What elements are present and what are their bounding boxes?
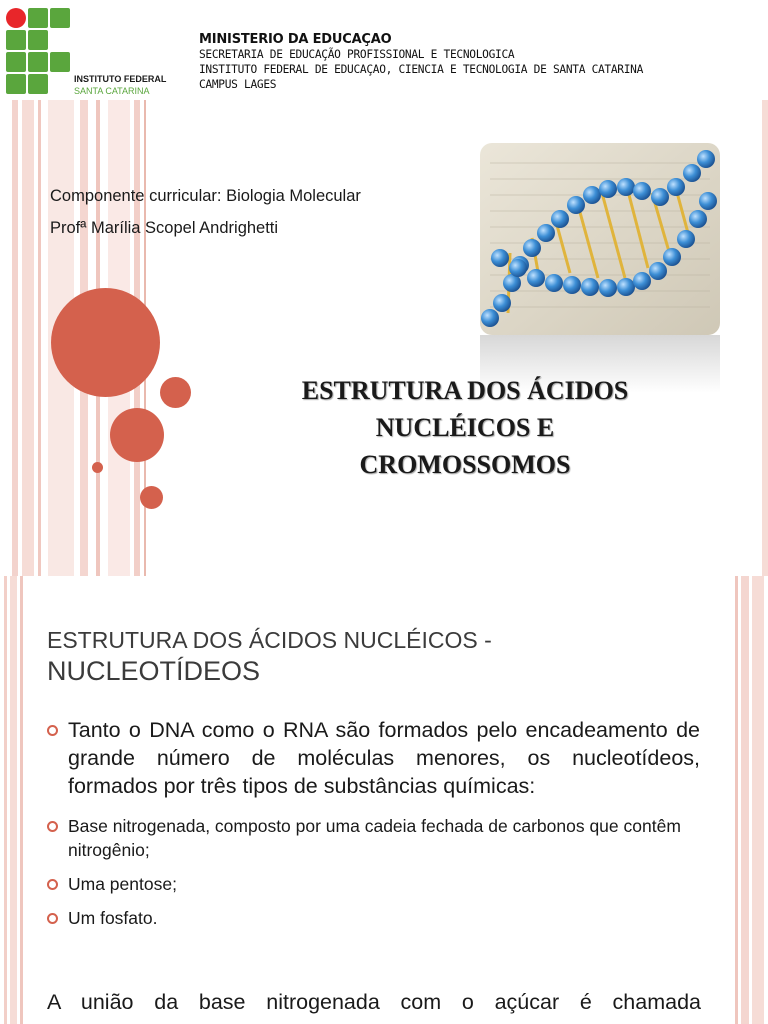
sub-bullet <box>46 814 700 862</box>
closing-paragraph: A união da base nitrogenada com o açúcar é chamada <box>47 990 701 1014</box>
ifsc-logo <box>6 8 166 100</box>
slide-main-title <box>240 372 690 483</box>
course-component: Componente curricular: Biologia Molecular <box>50 187 361 205</box>
slide-nucleotides <box>0 576 768 1024</box>
bullet-circle-icon <box>47 913 58 924</box>
logo-name-line1: INSTITUTO FEDERAL <box>74 74 167 84</box>
bullet-circle-icon <box>47 725 58 736</box>
sub-bullet <box>46 872 700 896</box>
slide-title <box>47 626 492 688</box>
title-line-3: CROMOSSOMOS <box>359 450 571 479</box>
title-line-2: NUCLÉICOS E <box>375 413 555 442</box>
bullet-circle-icon <box>47 879 58 890</box>
sub-bullet-text: Um fosfato. <box>68 908 158 928</box>
course-professor: Profª Marília Scopel Andrighetti <box>50 219 279 237</box>
sub-bullet-text: Base nitrogenada, composto por uma cadeia fechada de carbonos que contêm nitrogênio; <box>68 816 681 860</box>
logo-name-line2: SANTA CATARINA <box>74 86 150 96</box>
bullet-circle-icon <box>47 821 58 832</box>
header-ministry: MINISTERIO DA EDUCAÇAO <box>199 32 392 47</box>
slide-title <box>0 100 768 576</box>
document-header <box>0 0 768 100</box>
header-campus: CAMPUS LAGES <box>199 78 277 91</box>
decor-circle-tiny <box>140 486 163 509</box>
bullet-list <box>46 716 700 930</box>
decor-circle-small <box>160 377 191 408</box>
decor-circle-medium <box>110 408 164 462</box>
sub-bullet <box>46 906 700 930</box>
slide-title-line-2: NUCLEOTÍDEOS <box>47 656 261 686</box>
course-info <box>50 180 361 244</box>
decor-circle-large <box>51 288 160 397</box>
header-institute: INSTITUTO FEDERAL DE EDUCAÇAO, CIENCIA E TECNOLOGIA DE SANTA CATARINA <box>199 63 644 76</box>
header-secretariat: SECRETARIA DE EDUCAÇÃO PROFISSIONAL E TECNOLOGICA <box>199 48 515 61</box>
dna-double-helix-icon <box>480 143 720 393</box>
sub-bullet-text: Uma pentose; <box>68 874 177 894</box>
bullet-main <box>46 716 700 800</box>
header-text <box>199 32 643 92</box>
bullet-main-text: Tanto o DNA como o RNA são formados pelo encadeamento de grande número de moléculas menores, os nucleotídeos, formados por três tipos de substâncias químicas: <box>68 718 700 798</box>
title-line-1: ESTRUTURA DOS ÁCIDOS <box>301 376 629 405</box>
slide-title-line-1: ESTRUTURA DOS ÁCIDOS NUCLÉICOS - <box>47 627 492 653</box>
decor-circle-dot <box>92 462 103 473</box>
